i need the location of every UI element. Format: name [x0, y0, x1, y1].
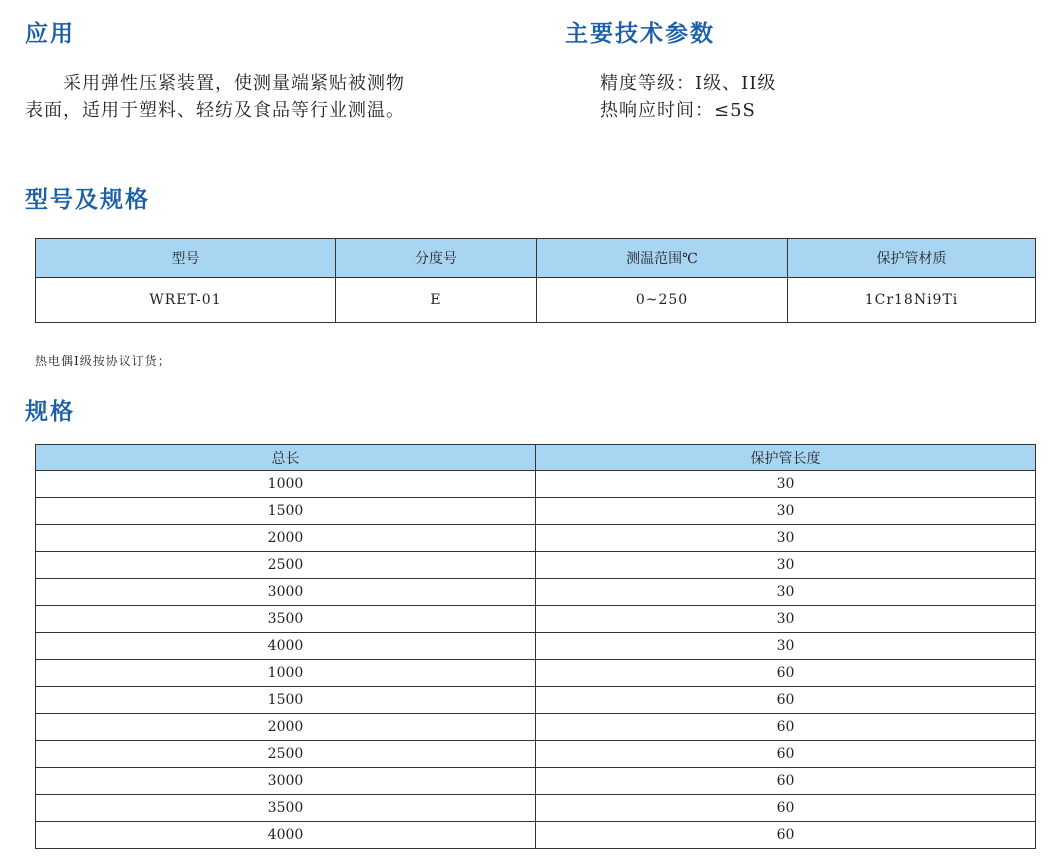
table-row — [36, 660, 1036, 687]
specs-text — [600, 70, 776, 124]
application-line-1: 采用弹性压紧装置，使测量端紧贴被测物 — [63, 73, 405, 94]
cell-total-length: 4000 — [36, 822, 536, 849]
cell-tube-length: 30 — [536, 498, 1036, 525]
cell-tube-length: 30 — [536, 606, 1036, 633]
cell-total-length: 2000 — [36, 714, 536, 741]
cell-tube-length: 60 — [536, 660, 1036, 687]
spec-table — [35, 444, 1036, 849]
cell-total-length: 2500 — [36, 552, 536, 579]
cell-tube-length: 30 — [536, 633, 1036, 660]
cell-model: WRET-01 — [36, 278, 336, 323]
cell-graduation: E — [336, 278, 537, 323]
cell-tube-length: 30 — [536, 525, 1036, 552]
model-heading: 型号及规格 — [25, 187, 150, 213]
model-note: 热电偶I级按协议订货； — [35, 354, 171, 368]
cell-tube-length: 60 — [536, 714, 1036, 741]
table-row — [36, 768, 1036, 795]
cell-tube-length: 60 — [536, 822, 1036, 849]
cell-total-length: 3000 — [36, 579, 536, 606]
application-text — [25, 70, 405, 124]
cell-tube-length: 60 — [536, 687, 1036, 714]
cell-total-length: 1000 — [36, 471, 536, 498]
table-row — [36, 471, 1036, 498]
table-row — [36, 498, 1036, 525]
specs-heading: 主要技术参数 — [565, 21, 715, 47]
table-row — [36, 579, 1036, 606]
table-row — [36, 714, 1036, 741]
table-row — [36, 525, 1036, 552]
column-header-material: 保护管材质 — [788, 239, 1036, 278]
cell-total-length: 3500 — [36, 795, 536, 822]
column-header-tube-length: 保护管长度 — [536, 445, 1036, 471]
cell-material: 1Cr18Ni9Ti — [788, 278, 1036, 323]
table-row — [36, 633, 1036, 660]
column-header-range: 测温范围℃ — [537, 239, 788, 278]
cell-tube-length: 30 — [536, 552, 1036, 579]
cell-total-length: 1000 — [36, 660, 536, 687]
table-row — [36, 795, 1036, 822]
table-row — [36, 552, 1036, 579]
spec-heading: 规格 — [25, 399, 75, 425]
application-heading: 应用 — [25, 21, 75, 47]
cell-total-length: 3000 — [36, 768, 536, 795]
column-header-total-length: 总长 — [36, 445, 536, 471]
table-row — [36, 606, 1036, 633]
cell-total-length: 1500 — [36, 687, 536, 714]
table-row — [36, 741, 1036, 768]
cell-tube-length: 60 — [536, 795, 1036, 822]
table-row — [36, 822, 1036, 849]
spec-table-header — [36, 445, 1036, 471]
cell-total-length: 2000 — [36, 525, 536, 552]
specs-line-response: 热响应时间：≤5S — [600, 100, 756, 121]
application-line-2: 表面，适用于塑料、轻纺及食品等行业测温。 — [25, 100, 405, 121]
spec-table-body — [36, 471, 1036, 849]
cell-tube-length: 60 — [536, 768, 1036, 795]
cell-range: 0~250 — [537, 278, 788, 323]
column-header-graduation: 分度号 — [336, 239, 537, 278]
cell-total-length: 1500 — [36, 498, 536, 525]
cell-tube-length: 30 — [536, 579, 1036, 606]
table-row — [36, 687, 1036, 714]
cell-total-length: 2500 — [36, 741, 536, 768]
model-table — [35, 238, 1036, 323]
table-row — [36, 278, 1036, 323]
cell-total-length: 3500 — [36, 606, 536, 633]
model-table-header — [36, 239, 1036, 278]
cell-tube-length: 30 — [536, 471, 1036, 498]
column-header-model: 型号 — [36, 239, 336, 278]
cell-tube-length: 60 — [536, 741, 1036, 768]
cell-total-length: 4000 — [36, 633, 536, 660]
specs-line-accuracy: 精度等级：I级、II级 — [600, 73, 777, 94]
